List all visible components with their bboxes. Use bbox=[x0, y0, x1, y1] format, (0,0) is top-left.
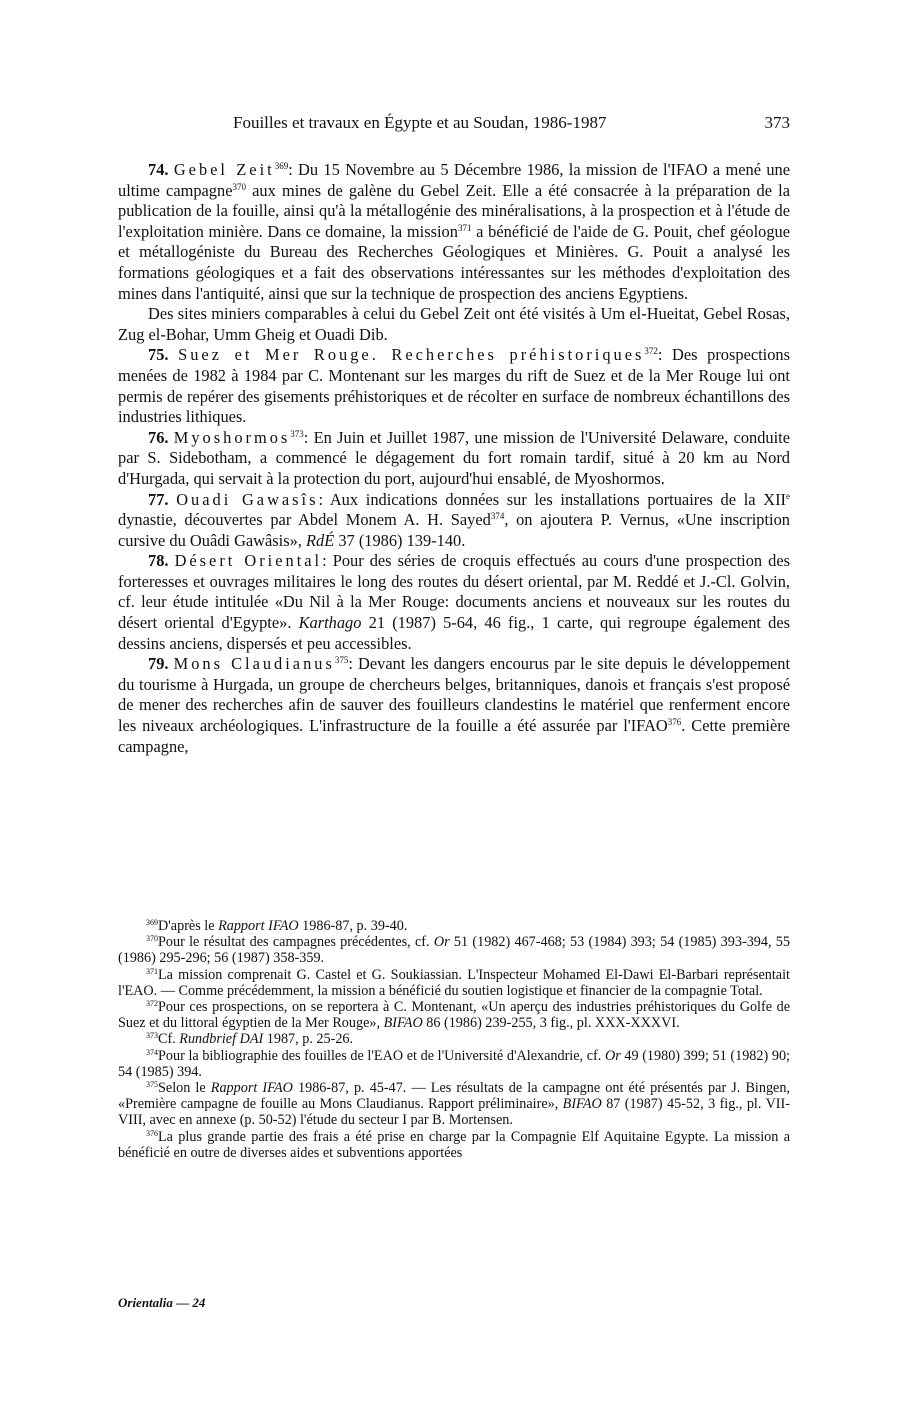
paragraph-text: dynastie, découvertes par Abdel Monem A. H. Sayed bbox=[118, 510, 491, 530]
footnote-text: 86 (1986) 239-255, 3 fig., pl. XXX-XXXVI. bbox=[422, 1015, 680, 1032]
section-75 bbox=[118, 345, 790, 427]
footnote-text: Cf. bbox=[158, 1031, 180, 1048]
section-number: 78. bbox=[148, 551, 169, 571]
footnote-text: La plus grande partie des frais a été prise en charge par la Compagnie Elf Aquitaine Egypte. La mission a bénéficié en outre de diverses aides et subventions apportées bbox=[118, 1128, 790, 1161]
section-number: 74. bbox=[148, 160, 169, 179]
footnote-text: 1986-87, p. 39-40. bbox=[298, 918, 408, 934]
body-text bbox=[118, 160, 790, 757]
section-number: 77. bbox=[148, 489, 169, 509]
paragraph-text: . Cette première campagne, bbox=[118, 716, 790, 756]
section-heading: Désert Oriental bbox=[174, 551, 323, 571]
running-title: Fouilles et travaux en Égypte et au Soudan, 1986-1987 bbox=[233, 113, 607, 132]
footnote-number: 375 bbox=[146, 1080, 158, 1090]
journal-title: BIFAO bbox=[383, 1015, 423, 1032]
footnote-text: Selon le bbox=[158, 1080, 211, 1097]
footnote-370 bbox=[118, 934, 790, 966]
footnote-text: Pour la bibliographie des fouilles de l'EAO et de l'Université d'Alexandrie, cf. bbox=[158, 1047, 605, 1064]
footnote-text: 49 (1980) 399; 51 (1982) 90; 54 (1985) 394. bbox=[118, 1047, 790, 1080]
footnote-376 bbox=[118, 1129, 790, 1161]
footnote-372 bbox=[118, 999, 790, 1031]
footnote-374 bbox=[118, 1048, 790, 1080]
section-74 bbox=[118, 160, 790, 304]
footnote-number: 371 bbox=[146, 966, 158, 976]
footnote-text: D'après le bbox=[158, 918, 219, 934]
footnote-text: La mission comprenait G. Castel et G. Soukiassian. L'Inspecteur Mohamed El-Dawi El-Barbari représentait l'EAO. — Comme précédemment, la mission a bénéficié du soutien logistique et financier de la compagnie Total. bbox=[118, 966, 790, 999]
paragraph-text: 37 (1986) 139-140. bbox=[334, 530, 466, 550]
paragraph-text: : En Juin et Juillet 1987, une mission de l'Université Delaware, conduite par S. Sidebotham, a commencé le dégagement du fort romain tardif, situé à 20 km au Nord d'Hurgada, qui servait à la protection du port, aujourd'hui ensablé, de Myoshormos. bbox=[118, 427, 790, 488]
section-number: 79. bbox=[148, 654, 169, 674]
footnote-text: 87 (1987) 45-52, 3 fig., pl. VII-VIII, avec en annexe (p. 50-52) l'étude du secteur I par B. Mortensen. bbox=[118, 1096, 790, 1129]
footnote-369 bbox=[118, 918, 790, 934]
section-76 bbox=[118, 428, 790, 490]
journal-title: BIFAO bbox=[562, 1096, 602, 1113]
running-header bbox=[118, 113, 790, 137]
paragraph-text: : Devant les dangers encourus par le site depuis le développement du tourisme à Hurgada, un groupe de chercheurs belges, britanniques, danois et français s'est proposé de mener des recherches afin de sauver des fouilleurs clandestins le matériel que renferment encore les niveaux archéologiques. L'infrastructure de la fouille a été assurée par l'IFAO bbox=[118, 654, 790, 736]
paragraph-text: aux mines de galène du Gebel Zeit. Elle a été consacrée à la préparation de la publication de la fouille, ainsi qu'à la métallogénie des minéralisations, à la prospection et à l'étude de l'exploitation minière. Dans ce domaine, la mission bbox=[118, 180, 791, 241]
section-heading: Suez et Mer Rouge. Recherches préhistoriques bbox=[178, 345, 645, 365]
footnote-text: 51 (1982) 467-468; 53 (1984) 393; 54 (1985) 393-394, 55 (1986) 295-296; 56 (1987) 358-359. bbox=[118, 934, 790, 967]
section-heading: Ouadi Gawasîs bbox=[176, 489, 319, 509]
journal-title: Or bbox=[604, 1047, 621, 1064]
paragraph-text: a bénéficié de l'aide de G. Pouit, chef géologue et métallogéniste du Bureau des Recherches Géologiques et Minières. G. Pouit a analysé les formations géologiques et a fait des observations intéressantes sur les méthodes d'exploitation des mines dans l'antiquité, ainsi que sur la technique de prospection des anciens Egyptiens. bbox=[118, 221, 790, 303]
footnotes bbox=[118, 918, 790, 1161]
section-heading: Gebel Zeit bbox=[173, 160, 275, 179]
journal-title: Or bbox=[433, 934, 450, 951]
paragraph-text: : Du 15 Novembre au 5 Décembre 1986, la mission de l'IFAO a mené une ultime campagne bbox=[118, 160, 790, 200]
section-number: 76. bbox=[148, 427, 169, 447]
footnote-ref: 373 bbox=[290, 428, 304, 439]
footnote-number: 374 bbox=[146, 1047, 158, 1057]
footnote-text: Pour ces prospections, on se reportera à C. Montenant, «Un aperçu des industries préhistoriques du Golfe de Suez et du littoral égyptien de la Mer Rouge», bbox=[118, 999, 790, 1032]
footnote-ref: 369 bbox=[274, 161, 289, 171]
footnote-text: Pour le résultat des campagnes précédentes, cf. bbox=[158, 934, 434, 951]
footnote-ref: 374 bbox=[490, 511, 505, 522]
section-77 bbox=[118, 490, 790, 552]
footnote-ref: 370 bbox=[232, 181, 246, 192]
journal-title: Rapport IFAO bbox=[210, 1080, 293, 1097]
section-78 bbox=[118, 551, 790, 654]
signature-mark: Orientalia — 24 bbox=[118, 1295, 206, 1310]
journal-title: Rundbrief DAI bbox=[179, 1031, 264, 1048]
footnote-373 bbox=[118, 1031, 790, 1047]
section-heading: Myoshormos bbox=[173, 427, 291, 447]
paragraph-text: : Aux indications données sur les installations portuaires de la XII bbox=[318, 489, 786, 509]
section-79 bbox=[118, 654, 790, 757]
section-number: 75. bbox=[148, 345, 169, 365]
journal-title: RdÉ bbox=[306, 530, 335, 550]
footnote-ref: 371 bbox=[457, 222, 472, 233]
footnote-ref: 375 bbox=[334, 655, 349, 666]
paragraph-text: : Pour des séries de croquis effectués au cours d'une prospection des forteresses et ouvrages militaires le long des routes du désert oriental, par M. Reddé et J.-Cl. Golvin, cf. leur étude intitulée «Du Nil à la Mer Rouge: documents anciens et nouveaux sur les routes du désert oriental d'Egypte». bbox=[118, 551, 791, 633]
journal-title: Karthago bbox=[298, 613, 362, 633]
footnote-text: 1987, p. 25-26. bbox=[263, 1031, 354, 1048]
footnote-number: 376 bbox=[146, 1128, 158, 1138]
journal-title: Rapport IFAO bbox=[218, 918, 299, 934]
paragraph: Des sites miniers comparables à celui du Gebel Zeit ont été visités à Um el-Hueitat, Gebel Rosas, Zug el-Bohar, Umm Gheig et Ouadi Dib. bbox=[118, 304, 790, 344]
footnote-number: 373 bbox=[146, 1031, 158, 1041]
footnote-ref: 376 bbox=[667, 717, 682, 728]
footnote-ref: 372 bbox=[644, 346, 658, 357]
footnote-number: 372 bbox=[146, 999, 158, 1009]
footnote-375 bbox=[118, 1080, 790, 1129]
superscript: e bbox=[786, 490, 790, 501]
footnote-number: 370 bbox=[146, 934, 158, 944]
footnote-text: 1986-87, p. 45-47. — Les résultats de la campagne ont été présentés par J. Bingen, «Première campagne de fouille au Mons Claudianus. Rapport préliminaire», bbox=[118, 1080, 790, 1113]
page-number: 373 bbox=[764, 113, 790, 132]
paragraph-text: , on ajoutera P. Vernus, «Une inscription cursive du Ouâdi Gawâsis», bbox=[118, 510, 790, 550]
paragraph-text: 21 (1987) 5-64, 46 fig., 1 carte, qui regroupe également des dessins anciens, dispersés et peu accessibles. bbox=[118, 613, 790, 653]
footnote-number: 369 bbox=[146, 918, 158, 927]
paragraph-text: : Des prospections menées de 1982 à 1984 par C. Montenant sur les marges du rift de Suez et de la Mer Rouge lui ont permis de repérer des gisements préhistoriques et de récolter en surface de nombreux échantillons des industries lithiques. bbox=[118, 345, 790, 427]
footnote-371 bbox=[118, 967, 790, 999]
section-heading: Mons Claudianus bbox=[173, 654, 335, 674]
